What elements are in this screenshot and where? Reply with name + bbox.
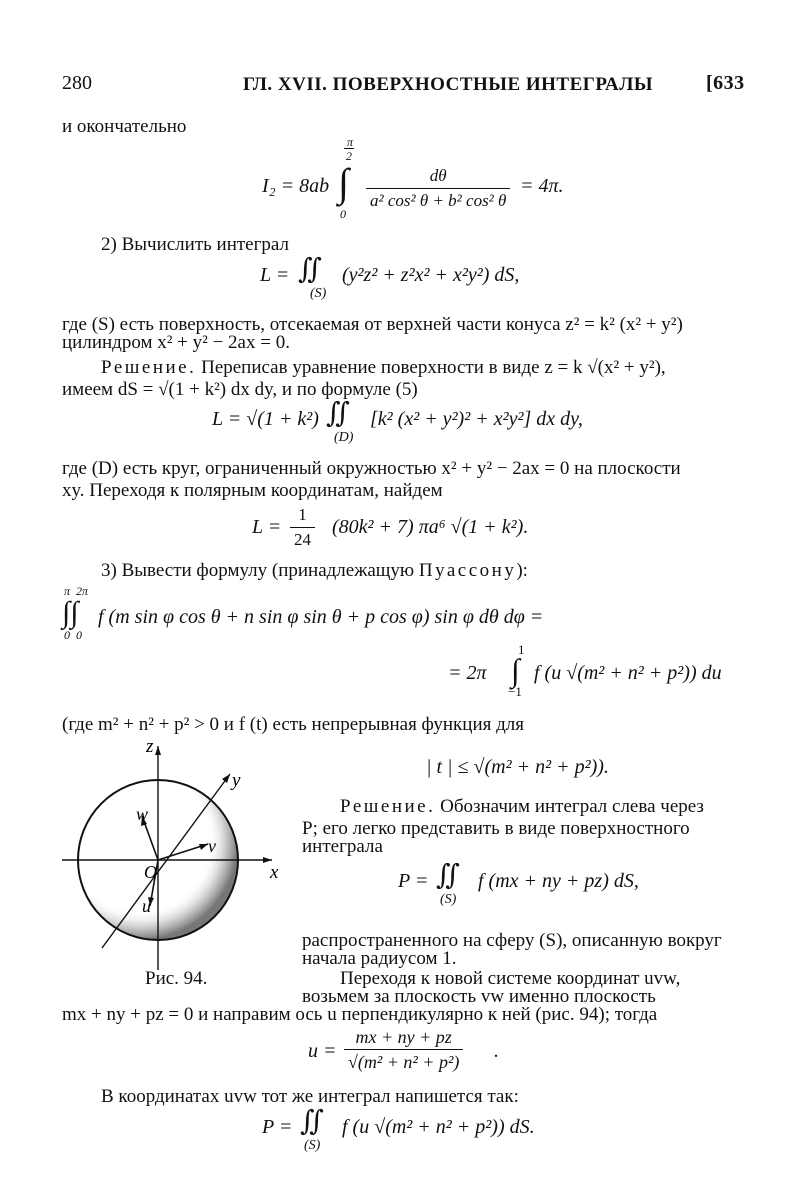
problem2-label: 2) Вычислить интеграл	[101, 234, 289, 255]
problem3-final-text: В координатах uvw тот же интеграл напишется так:	[101, 1086, 519, 1107]
poisson-lim-top: π 2π	[64, 584, 89, 598]
eq1-denominator: a² cos² θ + b² cos² θ	[370, 191, 507, 210]
eq1-result: = 4π.	[520, 175, 564, 197]
label-y: y	[232, 770, 241, 791]
eqP-body: f (mx + ny + pz) dS,	[478, 870, 639, 892]
eqL2-sub: (D)	[334, 430, 354, 445]
eq1-integral-sign: ∫	[338, 160, 349, 205]
y-axis-arrow	[222, 774, 230, 783]
problem3-after-4: возьмем за плоскость vw именно плоскость	[302, 986, 656, 1007]
eq-u-lhs: u =	[308, 1040, 337, 1062]
problem2-desc2-2: xy. Переходя к полярным координатам, найдем	[62, 480, 443, 501]
label-v: v	[208, 836, 216, 856]
eqP-lhs: P =	[398, 870, 429, 892]
intro-text: и окончательно	[62, 116, 187, 137]
eqL3-body: (80k² + 7) πa⁶ √(1 + k²).	[332, 516, 529, 538]
eqP-integral: ∬	[436, 860, 460, 891]
label-z: z	[146, 736, 154, 757]
eq1-lhs: I₂ = 8ab	[262, 175, 330, 197]
eq-u-den: √(m² + n² + p²)	[348, 1052, 460, 1072]
solution3-word: Решение.	[340, 796, 436, 817]
eq1-numerator: dθ	[366, 165, 510, 189]
problem2-solution-2: имеем dS = √(1 + k²) dx dy, и по формуле (5)	[62, 379, 418, 400]
eqL3-num: 1	[290, 504, 315, 528]
problem3-solution-1	[340, 796, 704, 818]
problem-number: [633	[706, 72, 745, 94]
figure-94	[62, 736, 302, 970]
page-number: 280	[62, 72, 92, 94]
problem3-after-3: Переходя к новой системе координат uvw,	[340, 968, 681, 989]
poisson-rhs-body: f (u √(m² + n² + p²)) du	[534, 662, 722, 684]
solution3-text: Обозначим интеграл слева через	[440, 796, 704, 817]
problem3-label	[101, 560, 528, 582]
chapter-title: ГЛ. XVII. ПОВЕРХНОСТНЫЕ ИНТЕГРАЛЫ	[243, 74, 654, 95]
problem3-condition-1: (где m² + n² + p² > 0 и f (t) есть непрерывная функция для	[62, 714, 525, 735]
eqL2-body: [k² (x² + y²)² + x²y²] dx dy,	[370, 408, 583, 430]
problem2-desc-1: где (S) есть поверхность, отсекаемая от верхней части конуса z² = k² (x² + y²)	[62, 314, 683, 335]
eqL-sub: (S)	[310, 286, 327, 301]
label-u: u	[142, 896, 151, 916]
label-origin: O	[144, 862, 157, 882]
equation-L	[260, 256, 550, 308]
eqL-lhs: L =	[260, 264, 290, 286]
eq1-lower: 0	[340, 207, 346, 221]
equation-P-final	[262, 1106, 552, 1158]
poisson-lim-bottom: 0 0	[64, 628, 82, 642]
problem2-desc2-1: где (D) есть круг, ограниченный окружностью x² + y² − 2ax = 0 на плоскости	[62, 458, 681, 479]
problem3-label-name: Пуассону	[418, 560, 517, 581]
label-x: x	[270, 862, 279, 883]
z-axis-arrow	[155, 746, 161, 755]
eq-u-fraction	[344, 1026, 463, 1073]
poisson-eq-body: f (m sin φ cos θ + n sin φ sin θ + p cos φ) sin φ dθ dφ =	[98, 606, 544, 628]
problem3-after-2: начала радиусом 1.	[302, 948, 457, 969]
problem3-label-start: 3) Вывести формулу (принадлежащую	[101, 560, 415, 581]
problem3-after-5: mx + ny + pz = 0 и направим ось u перпендикулярно к ней (рис. 94); тогда	[62, 1004, 658, 1025]
poisson-rhs-lower: −1	[508, 684, 522, 699]
eq1-upper-den: 2	[346, 149, 352, 163]
problem2-solution-1	[101, 357, 666, 379]
poisson-eq-line1	[62, 584, 582, 642]
problem3-solution-3: интеграла	[302, 836, 383, 857]
eqL2-lhs: L = √(1 + k²)	[212, 408, 319, 430]
problem3-condition-2: | t | ≤ √(m² + n² + p²)).	[426, 756, 609, 778]
eqPf-body: f (u √(m² + n² + p²)) dS.	[342, 1116, 535, 1138]
solution-word: Решение.	[101, 357, 197, 378]
figure-caption: Рис. 94.	[145, 968, 208, 989]
equation-I2	[262, 137, 592, 225]
poisson-eq-line2	[448, 644, 748, 700]
problem2-desc-2: цилиндром x² + y² − 2ax = 0.	[62, 332, 290, 353]
equation-u	[308, 1026, 528, 1078]
problem3-solution-2: P; его легко представить в виде поверхностного	[302, 818, 690, 839]
label-w: w	[136, 804, 149, 824]
solution-text: Переписав уравнение поверхности в виде z = k √(x² + y²),	[201, 357, 666, 378]
eq-u-period: .	[494, 1040, 499, 1062]
equation-L2	[212, 400, 602, 450]
eqPf-integral: ∬	[300, 1106, 324, 1137]
eqP-sub: (S)	[440, 892, 457, 907]
eq1-fraction	[366, 165, 510, 212]
equation-L3	[252, 504, 552, 554]
eqL-integral: ∬	[298, 254, 322, 285]
eq-u-num: mx + ny + pz	[344, 1026, 463, 1050]
eqPf-sub: (S)	[304, 1138, 321, 1153]
poisson-rhs-pre: = 2π	[448, 662, 487, 684]
eqL3-den: 24	[294, 530, 311, 549]
equation-P	[398, 860, 658, 912]
eqL3-fraction	[290, 504, 315, 551]
problem3-after-1: распространенного на сферу (S), описанную вокруг	[302, 930, 722, 951]
problem3-label-end: ):	[516, 560, 528, 581]
eqL-body: (y²z² + z²x² + x²y²) dS,	[342, 264, 520, 286]
eqL2-integral: ∬	[326, 398, 350, 429]
poisson-rhs-upper: 1	[518, 642, 525, 657]
poisson-rhs-integral: ∫	[511, 652, 520, 688]
poisson-integrals: ∫∫	[62, 596, 79, 629]
eq1-upper-num: π	[347, 135, 354, 149]
eqPf-lhs: P =	[262, 1116, 293, 1138]
eqL3-lhs: L =	[252, 516, 282, 538]
